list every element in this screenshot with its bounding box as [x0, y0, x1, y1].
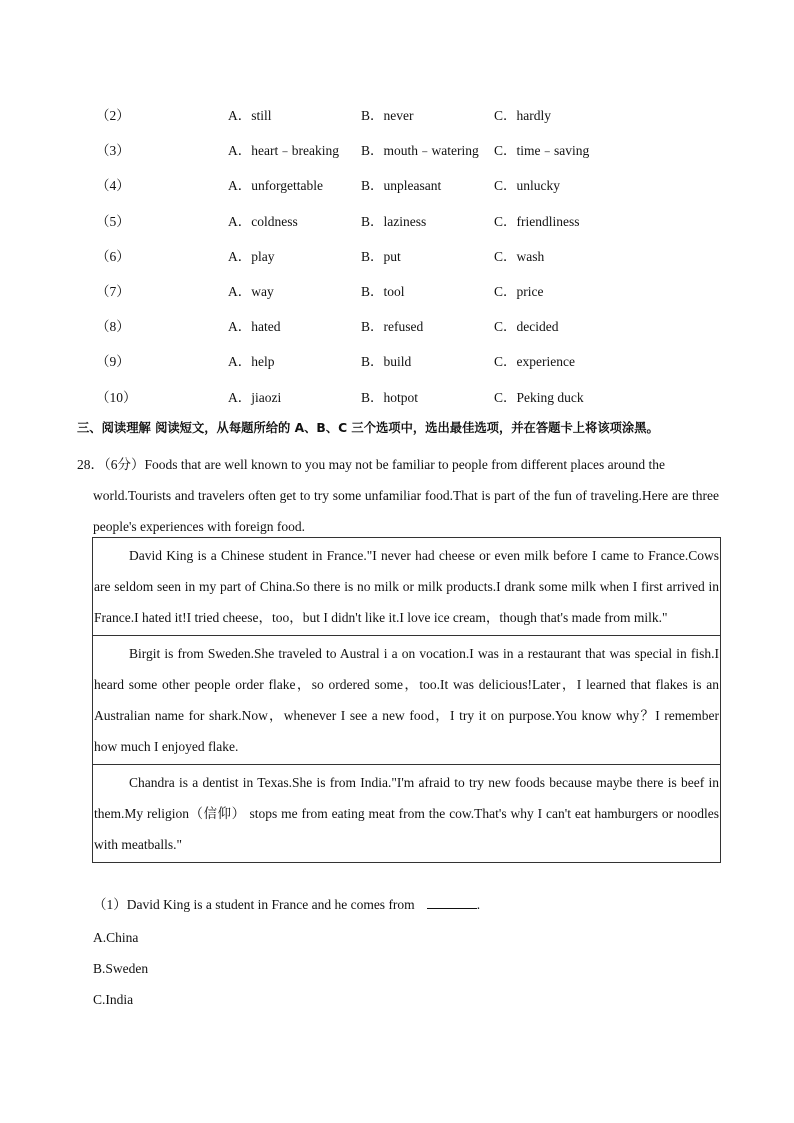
- option-row: [0, 306, 794, 341]
- passage-text: Chandra is a dentist in Texas.She is from India."I'm afraid to try new foods because maybe there is beef in them.My religion（信仰） stops me from eating meat from the cow.That's why I can't eat hamburgers or noodles with meatballs.": [94, 775, 719, 852]
- option-row: [0, 377, 794, 412]
- passage-text: Birgit is from Sweden.She traveled to Austral i a on vocation.I was in a restaurant that was special in fish.I heard some other people order flake，so ordered some，too.It was delicious!Later，I learned that flakes is an Australian name for shark.Now，whenever I see a new food，I try it on purpose.You know why？I remember how much I enjoyed flake.: [94, 646, 719, 754]
- option-number: （9）: [96, 354, 130, 370]
- option-number: （2）: [96, 108, 130, 123]
- option-a: A．coldness: [228, 213, 298, 229]
- option-a: A．still: [228, 108, 272, 123]
- option-a: A．hated: [228, 319, 281, 335]
- option-c: C．experience: [494, 354, 575, 370]
- option-number: （5）: [96, 213, 130, 229]
- passage-table: [92, 537, 721, 863]
- option-row: [0, 201, 794, 236]
- options-list: [0, 95, 794, 412]
- choice-c: C.India: [93, 992, 134, 1007]
- option-row: [0, 236, 794, 271]
- passage-chandra: [93, 764, 720, 862]
- option-b: B．unpleasant: [361, 178, 442, 194]
- option-c: C．price: [494, 283, 544, 299]
- option-b: B．build: [361, 354, 412, 370]
- option-number: （8）: [96, 319, 130, 335]
- passage-david-king: [93, 538, 720, 635]
- option-a: A．unforgettable: [228, 178, 323, 194]
- option-c: C．decided: [494, 319, 559, 335]
- option-b: B．put: [361, 248, 401, 264]
- option-b: B．mouth﹣watering: [361, 143, 479, 159]
- option-a: A．heart﹣breaking: [228, 143, 339, 159]
- option-a: A．help: [228, 354, 275, 370]
- option-number: （6）: [96, 248, 130, 264]
- option-number: （10）: [96, 389, 137, 405]
- option-c: C．wash: [494, 248, 545, 264]
- question-28-intro: [77, 449, 719, 542]
- passage-birgit: [93, 635, 720, 764]
- option-c: C．unlucky: [494, 178, 560, 194]
- option-b: B．tool: [361, 283, 405, 299]
- choice-a: A.China: [93, 930, 139, 945]
- option-b: B．never: [361, 108, 414, 123]
- passage-text: David King is a Chinese student in France."I never had cheese or even milk before I came to France.Cows are seldom seen in my part of China.So there is no milk or milk products.I drank some milk when I first arrived in France.I hated it!I tried cheese，too，but I didn't like it.I love ice cream，though that's made from milk.": [94, 548, 719, 625]
- option-row: [0, 95, 794, 130]
- question-1-text: （1）David King is a student in France and he comes from: [93, 897, 415, 912]
- option-b: B．refused: [361, 319, 424, 335]
- option-b: B．laziness: [361, 213, 427, 229]
- option-c: C．hardly: [494, 108, 551, 123]
- choice-b: B.Sweden: [93, 961, 149, 976]
- option-row: [0, 130, 794, 165]
- question-1: [93, 893, 480, 913]
- option-row: [0, 341, 794, 376]
- option-number: （4）: [96, 178, 130, 194]
- option-b: B．hotpot: [361, 389, 419, 405]
- question-28-body: world.Tourists and travelers often get to try some unfamiliar food.That is part of the fun of traveling.Here are three people's experiences with foreign food.: [93, 488, 719, 534]
- option-c: C．friendliness: [494, 213, 580, 229]
- option-a: A．jiaozi: [228, 389, 282, 405]
- option-row: [0, 271, 794, 306]
- option-number: （3）: [96, 143, 130, 159]
- question-28-head: 28．（6分）Foods that are well known to you may not be familiar to people from different places around the: [77, 457, 665, 472]
- option-c: C．Peking duck: [494, 389, 584, 405]
- answer-blank: [427, 895, 477, 909]
- option-row: [0, 165, 794, 200]
- option-number: （7）: [96, 283, 130, 299]
- option-a: A．play: [228, 248, 275, 264]
- question-1-end: .: [476, 897, 481, 912]
- section-title: 三、阅读理解 阅读短文，从每题所给的 A、B、C 三个选项中，选出最佳选项，并在答题卡上将该项涂黑。: [77, 421, 659, 435]
- option-c: C．time﹣saving: [494, 143, 590, 159]
- option-a: A．way: [228, 283, 274, 299]
